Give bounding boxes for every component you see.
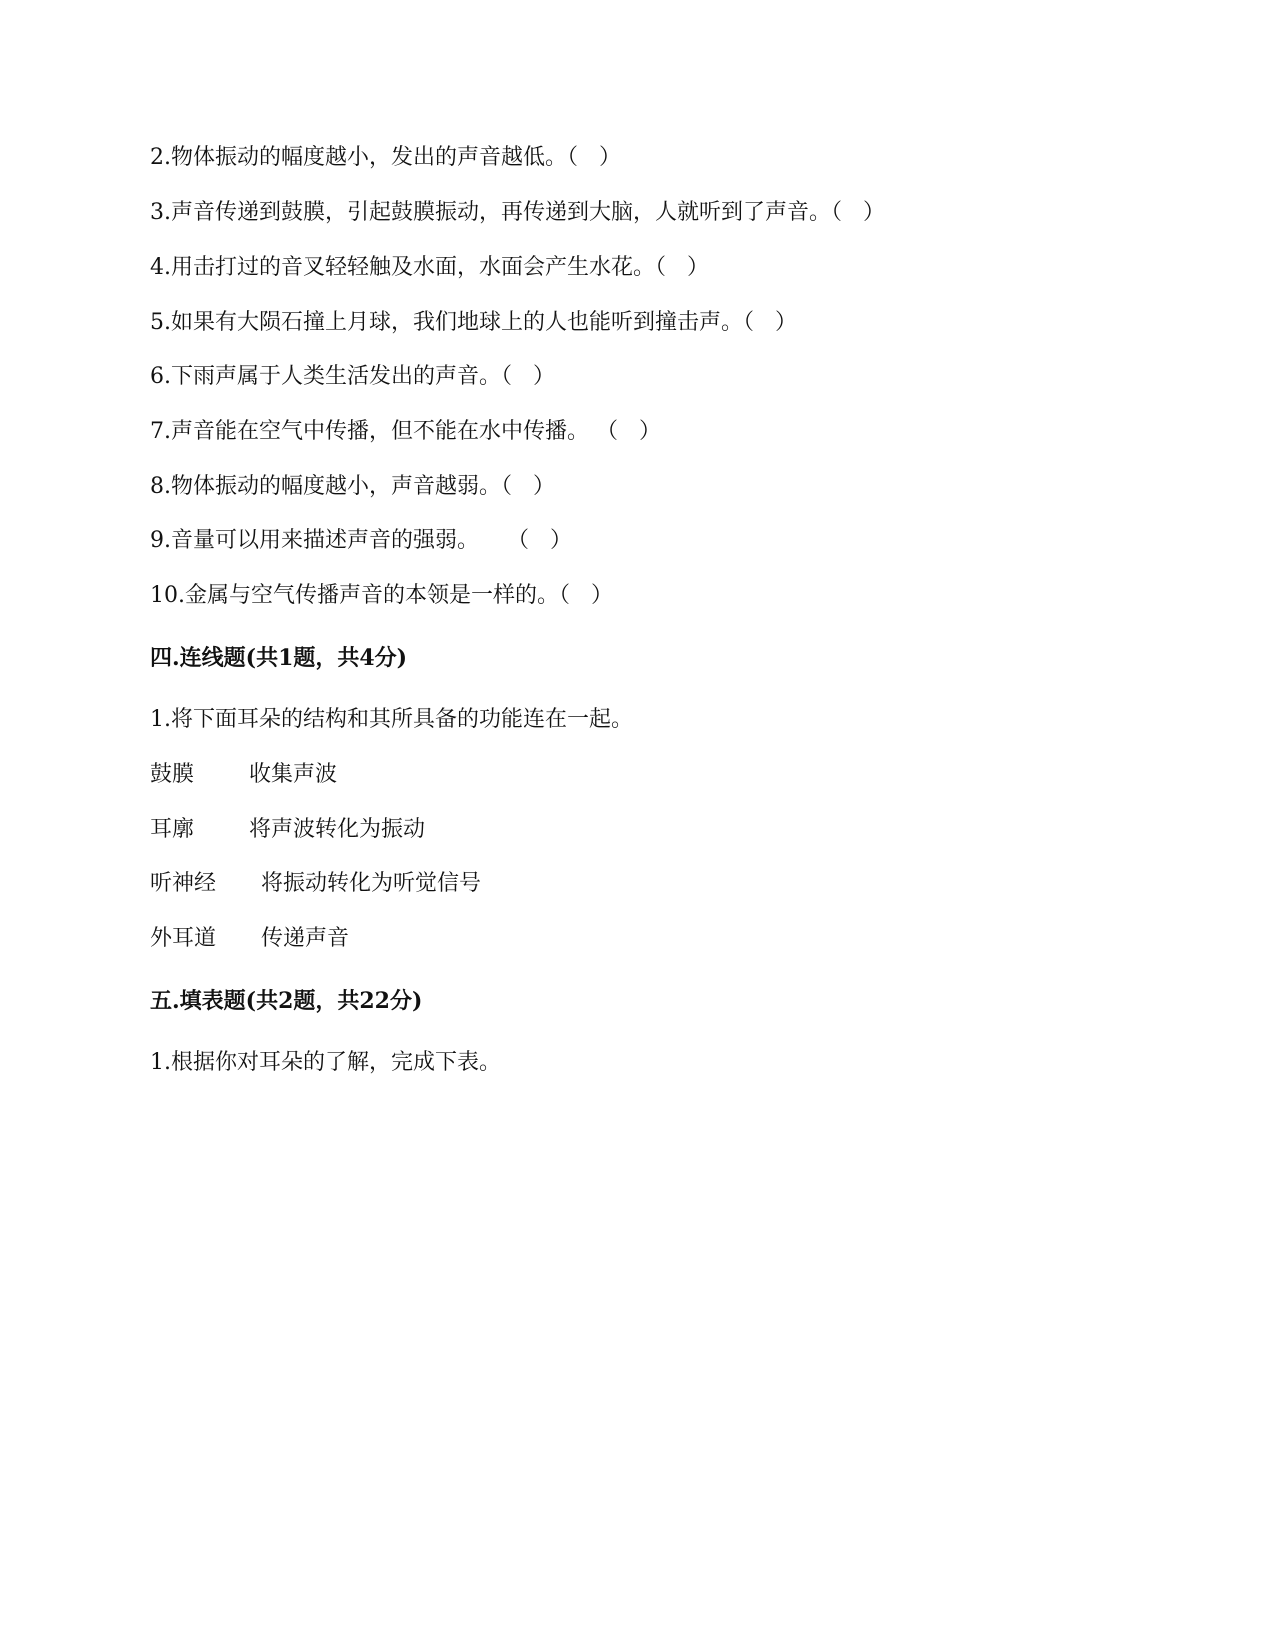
judgement-item: 5.如果有大陨石撞上月球，我们地球上的人也能听到撞击声。（ ） (150, 310, 797, 335)
match-right-item: 将声波转化为振动 (249, 817, 426, 842)
judgement-item: 10.金属与空气传播声音的本领是一样的。（ ） (150, 583, 613, 608)
match-right-item: 将振动转化为听觉信号 (261, 871, 482, 896)
match-right-item: 收集声波 (249, 762, 338, 787)
match-left-item: 听神经 (150, 871, 217, 896)
question-text: 1.根据你对耳朵的了解，完成下表。 (150, 1050, 501, 1075)
match-left-item: 鼓膜 (150, 762, 195, 787)
judgement-item: 4.用击打过的音叉轻轻触及水面，水面会产生水花。（ ） (150, 255, 709, 280)
judgement-item: 6.下雨声属于人类生活发出的声音。（ ） (150, 364, 555, 389)
section-heading: 五.填表题(共2题，共22分) (150, 988, 423, 1014)
judgement-item: 7.声音能在空气中传播，但不能在水中传播。 （ ） (150, 419, 661, 444)
section-heading: 四.连线题(共1题，共4分) (150, 645, 408, 671)
match-right-item: 传递声音 (261, 926, 350, 951)
judgement-item: 2.物体振动的幅度越小，发出的声音越低。（ ） (150, 145, 621, 170)
judgement-item: 9.音量可以用来描述声音的强弱。 （ ） (150, 528, 572, 553)
match-left-item: 耳廓 (150, 817, 195, 842)
match-left-item: 外耳道 (150, 926, 217, 951)
question-text: 1.将下面耳朵的结构和其所具备的功能连在一起。 (150, 707, 633, 732)
judgement-item: 3.声音传递到鼓膜，引起鼓膜振动，再传递到大脑，人就听到了声音。（ ） (150, 200, 885, 225)
judgement-item: 8.物体振动的幅度越小，声音越弱。（ ） (150, 474, 555, 499)
